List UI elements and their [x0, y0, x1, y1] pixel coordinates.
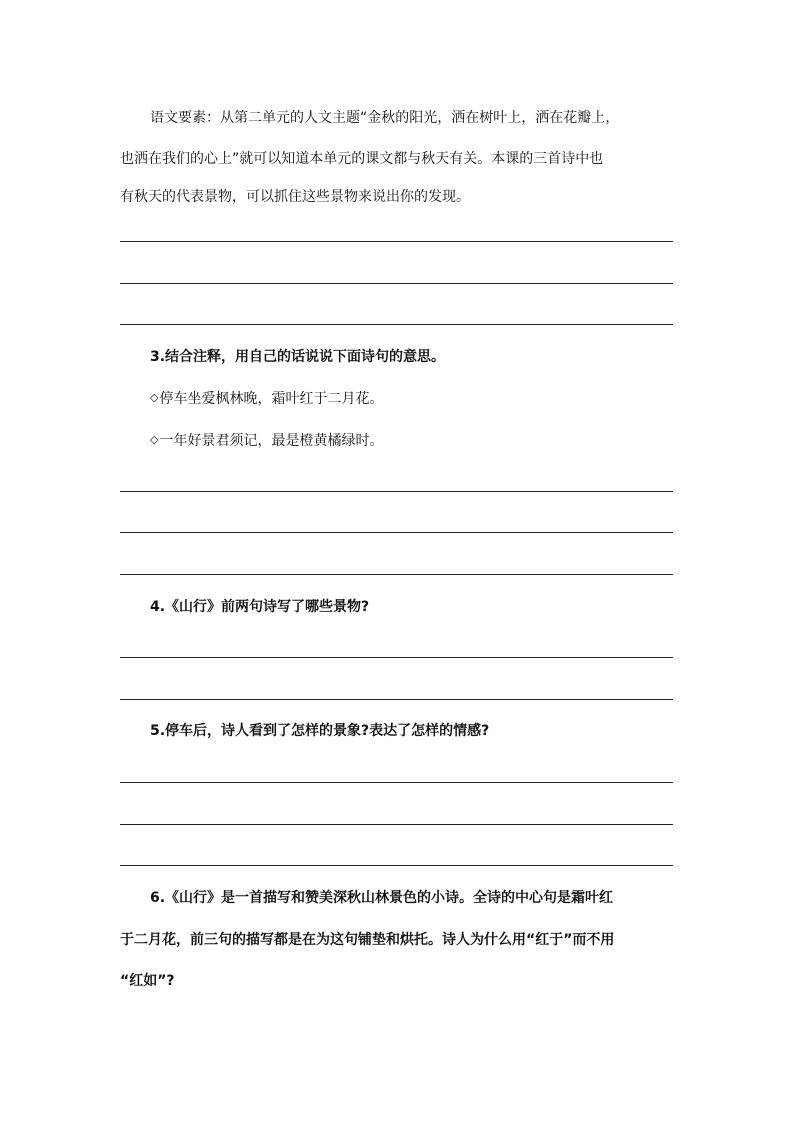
- poem-line-b-text: 一年好景君须记，最是橙黄橘绿时。: [159, 433, 384, 449]
- answer-line[interactable]: [120, 657, 673, 658]
- answer-line[interactable]: [120, 699, 673, 700]
- answer-line[interactable]: [120, 241, 673, 242]
- question-5-title: 5.停车后，诗人看到了怎样的景象?表达了怎样的情感?: [150, 723, 490, 739]
- answer-line[interactable]: [120, 782, 673, 783]
- answer-line[interactable]: [120, 574, 673, 575]
- poem-line-a-text: 停车坐爱枫林晚，霜叶红于二月花。: [159, 391, 384, 407]
- intro-line-1: 语文要素：从第二单元的人文主题“金秋的阳光，洒在树叶上，洒在花瓣上，: [150, 110, 620, 126]
- answer-line[interactable]: [120, 324, 673, 325]
- poem-line-a: [150, 391, 710, 406]
- question-6-line-1: 6.《山行》是一首描写和赞美深秋山林景色的小诗。全诗的中心句是霜叶红: [150, 890, 614, 906]
- answer-line[interactable]: [120, 283, 673, 284]
- question-6-line-3: “红如”?: [120, 973, 175, 989]
- answer-line[interactable]: [120, 532, 673, 533]
- answer-line[interactable]: [120, 824, 673, 825]
- answer-line[interactable]: [120, 865, 673, 866]
- intro-line-2: 也洒在我们的心上”就可以知道本单元的课文都与秋天有关。本课的三首诗中也: [120, 151, 604, 167]
- diamond-bullet-icon: ◇: [150, 391, 159, 404]
- diamond-bullet-icon: ◇: [150, 433, 159, 446]
- question-4-title: 4.《山行》前两句诗写了哪些景物?: [150, 599, 370, 615]
- answer-line[interactable]: [120, 491, 673, 492]
- question-6-line-2: 于二月花，前三句的描写都是在为这句铺垫和烘托。诗人为什么用“红于”而不用: [120, 932, 615, 948]
- question-3-title: 3.结合注释，用自己的话说说下面诗句的意思。: [150, 349, 446, 365]
- poem-line-b: [150, 433, 710, 448]
- intro-line-3: 有秋天的代表景物，可以抓住这些景物来说出你的发现。: [120, 189, 470, 205]
